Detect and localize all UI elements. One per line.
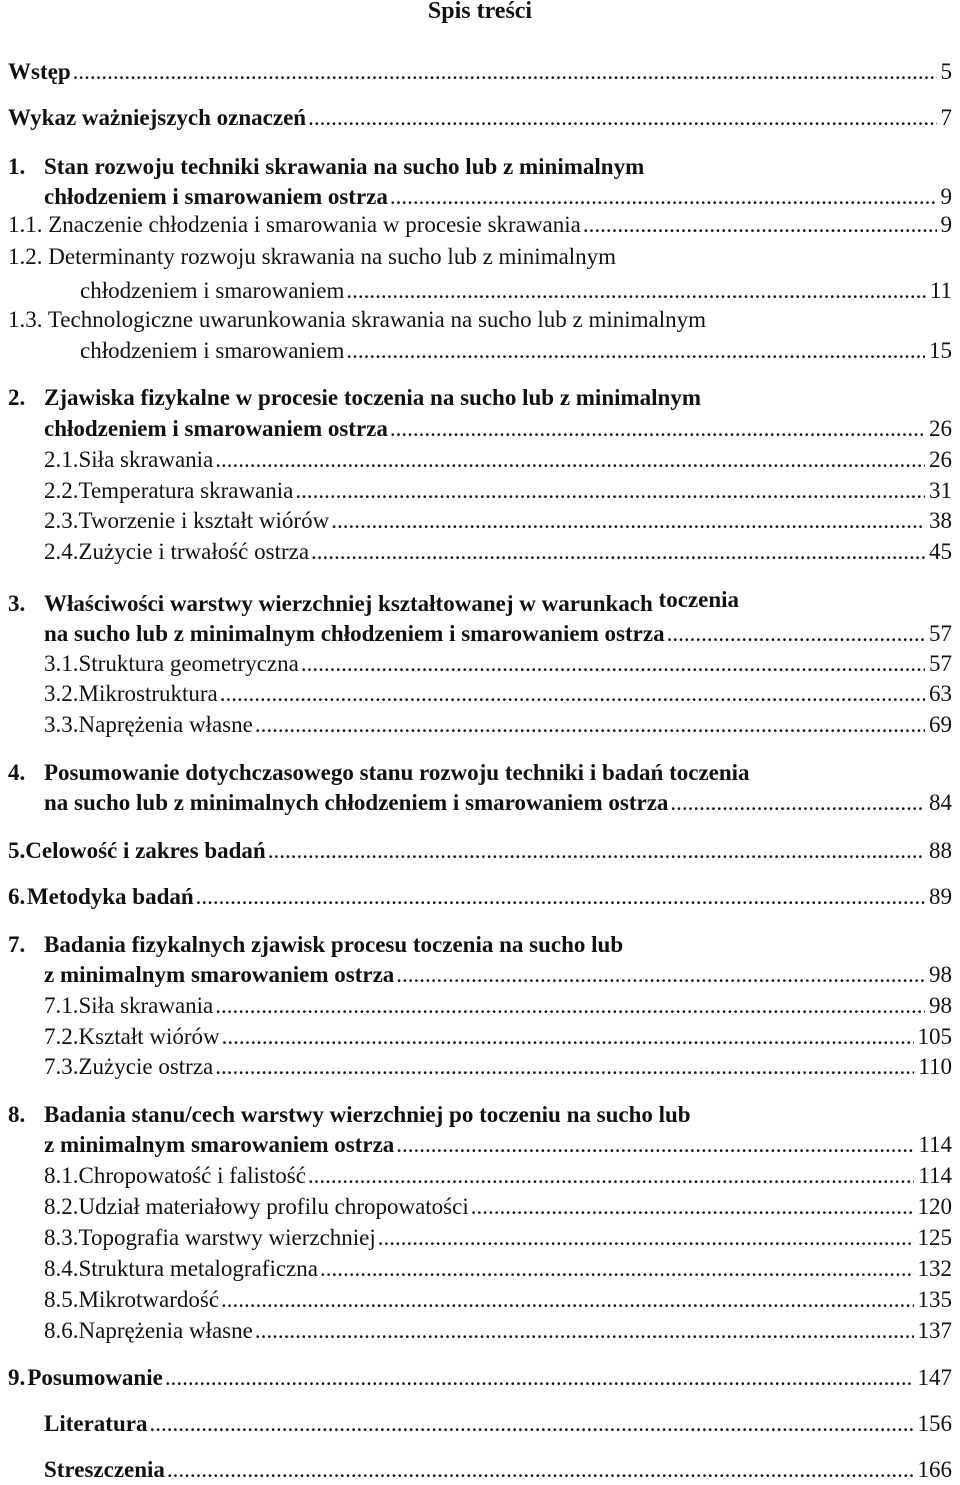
toc-chapter-7[interactable]	[44, 961, 952, 989]
toc-chapter-5[interactable]	[8, 837, 952, 865]
toc-entry-8-2[interactable]	[44, 1193, 952, 1221]
toc-entry-1-3[interactable]	[80, 337, 952, 365]
leader-dots	[215, 1053, 914, 1081]
toc-entry-number: 2.2.	[44, 478, 79, 503]
toc-entry-number: 8.3.	[44, 1225, 79, 1250]
leader-dots	[255, 711, 925, 739]
toc-entry-page: 15	[929, 338, 952, 363]
toc-chapter-6[interactable]	[8, 883, 952, 911]
toc-entry-2-2[interactable]	[44, 477, 952, 505]
toc-entry-text: Topografia warstwy wierzchniej	[78, 1225, 376, 1250]
toc-chapter-8-line1[interactable]	[8, 1101, 691, 1129]
toc-entry-page: 89	[929, 884, 952, 909]
toc-entry-number: 8.2.	[44, 1194, 79, 1219]
toc-entry-page: 26	[929, 447, 952, 472]
toc-entry-text: Metodyka badań	[26, 884, 194, 909]
toc-entry-text: Siła skrawania	[78, 447, 214, 472]
toc-entry-page: 69	[929, 712, 952, 737]
toc-entry-page: 105	[917, 1024, 952, 1049]
toc-entry-8-3[interactable]	[44, 1224, 952, 1252]
leader-dots	[167, 1456, 914, 1484]
leader-dots	[220, 680, 925, 708]
toc-entry-number: 2.4.	[44, 539, 79, 564]
toc-entry-number: 6.	[8, 884, 26, 909]
leader-dots	[73, 58, 937, 86]
toc-entry-page: 9	[940, 184, 952, 209]
toc-entry-7-2[interactable]	[44, 1023, 952, 1051]
toc-entry-1-2[interactable]	[80, 277, 952, 305]
toc-entry-number: 2.1.	[44, 447, 79, 472]
toc-entry-streszczenia[interactable]	[44, 1456, 952, 1484]
toc-entry-2-4[interactable]	[44, 538, 952, 566]
leader-dots	[396, 961, 925, 989]
toc-entry-text: z minimalnym smarowaniem ostrza	[44, 962, 395, 987]
toc-chapter-9[interactable]	[8, 1364, 952, 1392]
toc-entry-number: 7.3.	[44, 1054, 79, 1079]
toc-entry-text: Wstęp	[8, 59, 71, 84]
leader-dots	[255, 1317, 914, 1345]
leader-dots	[308, 104, 936, 132]
toc-entry-number: 1.	[8, 154, 26, 179]
toc-chapter-4[interactable]	[44, 789, 952, 817]
toc-entry-page: 31	[929, 478, 952, 503]
toc-entry-number: 4.	[8, 760, 26, 785]
toc-entry-3-2[interactable]	[44, 680, 952, 708]
leader-dots	[378, 1224, 914, 1252]
toc-entry-page: 45	[929, 539, 952, 564]
toc-entry-page: 57	[929, 621, 952, 646]
toc-entry-text: Tworzenie i kształt wiórów	[78, 508, 330, 533]
toc-entry-text: chłodzeniem i smarowaniem	[80, 338, 345, 363]
toc-chapter-3-line1[interactable]	[8, 587, 740, 618]
toc-entry-page: 114	[918, 1163, 952, 1188]
toc-entry-page: 132	[917, 1256, 952, 1281]
toc-entry-page: 63	[929, 681, 952, 706]
toc-entry-page: 98	[929, 962, 952, 987]
toc-entry-number: 8.6.	[44, 1318, 79, 1343]
leader-dots	[331, 507, 925, 535]
toc-entry-text: Chropowatość i falistość	[78, 1163, 306, 1188]
toc-entry-literatura[interactable]	[44, 1410, 952, 1438]
leader-dots	[301, 650, 925, 678]
toc-entry-text: Struktura geometryczna	[78, 651, 299, 676]
toc-entry-text: Posumowanie dotychczasowego stanu rozwoju techniki i badań toczenia	[44, 760, 750, 785]
toc-entry-text: Właściwości warstwy wierzchniej kształtowanej w warunkach	[44, 591, 653, 616]
toc-entry-2-1[interactable]	[44, 446, 952, 474]
toc-chapter-3[interactable]	[44, 620, 952, 648]
leader-dots	[346, 277, 925, 305]
toc-entry-text: Posumowanie	[27, 1365, 163, 1390]
toc-entry-8-6[interactable]	[44, 1317, 952, 1345]
toc-entry-text: Badania stanu/cech warstwy wierzchniej po toczeniu na sucho lub	[44, 1102, 691, 1127]
toc-entry-3-1[interactable]	[44, 650, 952, 678]
toc-entry-text: na sucho lub z minimalnych chłodzeniem i smarowaniem ostrza	[44, 790, 669, 815]
toc-entry-text: Streszczenia	[44, 1457, 165, 1482]
toc-entry-2-3[interactable]	[44, 507, 952, 535]
page-title: Spis treści	[427, 0, 533, 24]
toc-entry-text: Zużycie i trwałość ostrza	[78, 539, 310, 564]
leader-dots	[390, 183, 937, 211]
toc-entry-3-3[interactable]	[44, 711, 952, 739]
toc-entry-number: 2.	[8, 385, 26, 410]
toc-entry-number: 7.	[8, 932, 26, 957]
toc-entry-text: na sucho lub z minimalnym chłodzeniem i smarowaniem ostrza	[44, 621, 665, 646]
toc-entry-wstep[interactable]	[8, 58, 952, 86]
toc-entry-1-3-line1[interactable]: 1.3. Technologiczne uwarunkowania skrawania na sucho lub z minimalnym	[8, 307, 706, 332]
toc-entry-page: 57	[929, 651, 952, 676]
toc-entry-number: 8.5.	[44, 1287, 79, 1312]
leader-dots	[221, 1286, 913, 1314]
leader-dots	[222, 1023, 914, 1051]
toc-entry-page: 156	[917, 1411, 952, 1436]
toc-entry-text-overflow: toczenia	[658, 587, 740, 612]
leader-dots	[311, 538, 925, 566]
toc-entry-number: 8.	[8, 1102, 26, 1127]
toc-entry-page: 84	[929, 790, 952, 815]
leader-dots	[165, 1364, 914, 1392]
toc-chapter-2-line1[interactable]	[8, 384, 701, 412]
toc-entry-text: Struktura metalograficzna	[78, 1256, 318, 1281]
leader-dots	[390, 415, 925, 443]
toc-entry-text: Udział materiałowy profilu chropowatości	[78, 1194, 469, 1219]
toc-entry-page: 38	[929, 508, 952, 533]
toc-entry-page: 137	[917, 1318, 952, 1343]
toc-entry-page: 88	[929, 838, 952, 863]
toc-chapter-1-line1[interactable]	[8, 153, 644, 181]
toc-entry-page: 125	[917, 1225, 952, 1250]
leader-dots	[308, 1162, 914, 1190]
toc-entry-text: Kształt wiórów	[78, 1024, 220, 1049]
toc-entry-page: 135	[917, 1287, 952, 1312]
toc-entry-number: 5.	[8, 838, 26, 863]
toc-entry-text: chłodzeniem i smarowaniem ostrza	[44, 184, 388, 209]
leader-dots	[583, 211, 937, 239]
toc-entry-text: Mikrotwardość	[78, 1287, 220, 1312]
toc-entry-page: 147	[917, 1365, 952, 1390]
toc-entry-text: Temperatura skrawania	[78, 478, 294, 503]
toc-entry-text: Siła skrawania	[78, 993, 214, 1018]
toc-entry-text: Zjawiska fizykalne w procesie toczenia na sucho lub z minimalnym	[44, 385, 702, 410]
toc-entry-text: Badania fizykalnych zjawisk procesu toczenia na sucho lub	[44, 932, 624, 957]
toc-entry-text: 1.1. Znaczenie chłodzenia i smarowania w procesie skrawania	[8, 212, 581, 237]
toc-entry-page: 110	[918, 1054, 952, 1079]
toc-entry-page: 26	[929, 416, 952, 441]
toc-entry-8-5[interactable]	[44, 1286, 952, 1314]
leader-dots	[215, 446, 925, 474]
toc-entry-text: Mikrostruktura	[78, 681, 218, 706]
leader-dots	[471, 1193, 914, 1221]
leader-dots	[149, 1410, 913, 1438]
toc-entry-text: chłodzeniem i smarowaniem	[80, 278, 345, 303]
toc-entry-number: 2.3.	[44, 508, 79, 533]
toc-entry-page: 166	[917, 1457, 952, 1482]
toc-chapter-1[interactable]	[44, 183, 952, 211]
toc-entry-number: 3.	[8, 591, 26, 616]
leader-dots	[670, 789, 925, 817]
toc-entry-1-2-line1[interactable]: 1.2. Determinanty rozwoju skrawania na sucho lub z minimalnym	[8, 244, 617, 269]
toc-entry-8-1[interactable]	[44, 1162, 952, 1190]
toc-chapter-4-line1[interactable]	[8, 759, 750, 787]
toc-entry-text: Naprężenia własne	[78, 712, 253, 737]
leader-dots	[346, 337, 925, 365]
toc-entry-8-4[interactable]	[44, 1255, 952, 1283]
toc-entry-page: 120	[917, 1194, 952, 1219]
leader-dots	[295, 477, 925, 505]
toc-chapter-7-line1[interactable]	[8, 931, 623, 959]
toc-entry-wykaz[interactable]	[8, 104, 952, 132]
toc-entry-number: 9.	[8, 1365, 26, 1390]
toc-entry-text: Wykaz ważniejszych oznaczeń	[8, 105, 307, 130]
leader-dots	[196, 883, 925, 911]
toc-entry-number: 7.1.	[44, 993, 79, 1018]
toc-chapter-2[interactable]	[44, 415, 952, 443]
toc-entry-text: chłodzeniem i smarowaniem ostrza	[44, 416, 388, 441]
toc-entry-page: 98	[929, 993, 952, 1018]
toc-entry-text: z minimalnym smarowaniem ostrza	[44, 1132, 395, 1157]
toc-entry-text: Naprężenia własne	[78, 1318, 253, 1343]
leader-dots	[268, 837, 925, 865]
leader-dots	[667, 620, 925, 648]
toc-chapter-8[interactable]	[44, 1131, 952, 1159]
toc-entry-7-3[interactable]	[44, 1053, 952, 1081]
toc-entry-number: 8.4.	[44, 1256, 79, 1281]
toc-entry-page: 114	[918, 1132, 952, 1157]
toc-entry-number: 3.1.	[44, 651, 79, 676]
toc-entry-number: 8.1.	[44, 1163, 79, 1188]
toc-entry-page: 7	[940, 105, 952, 130]
toc-entry-number: 7.2.	[44, 1024, 79, 1049]
toc-entry-number: 3.3.	[44, 712, 79, 737]
leader-dots	[215, 992, 925, 1020]
toc-entry-page: 5	[940, 59, 952, 84]
toc-entry-text: Literatura	[44, 1411, 148, 1436]
toc-entry-text: Celowość i zakres badań	[25, 838, 266, 863]
toc-entry-text: Zużycie ostrza	[78, 1054, 214, 1079]
leader-dots	[396, 1131, 914, 1159]
toc-entry-page: 9	[940, 212, 952, 237]
toc-entry-page: 11	[929, 278, 952, 303]
toc-entry-1-1[interactable]	[8, 211, 952, 239]
leader-dots	[320, 1255, 914, 1283]
toc-entry-number: 3.2.	[44, 681, 79, 706]
toc-entry-7-1[interactable]	[44, 992, 952, 1020]
toc-entry-text: Stan rozwoju techniki skrawania na sucho lub z minimalnym	[44, 154, 645, 179]
